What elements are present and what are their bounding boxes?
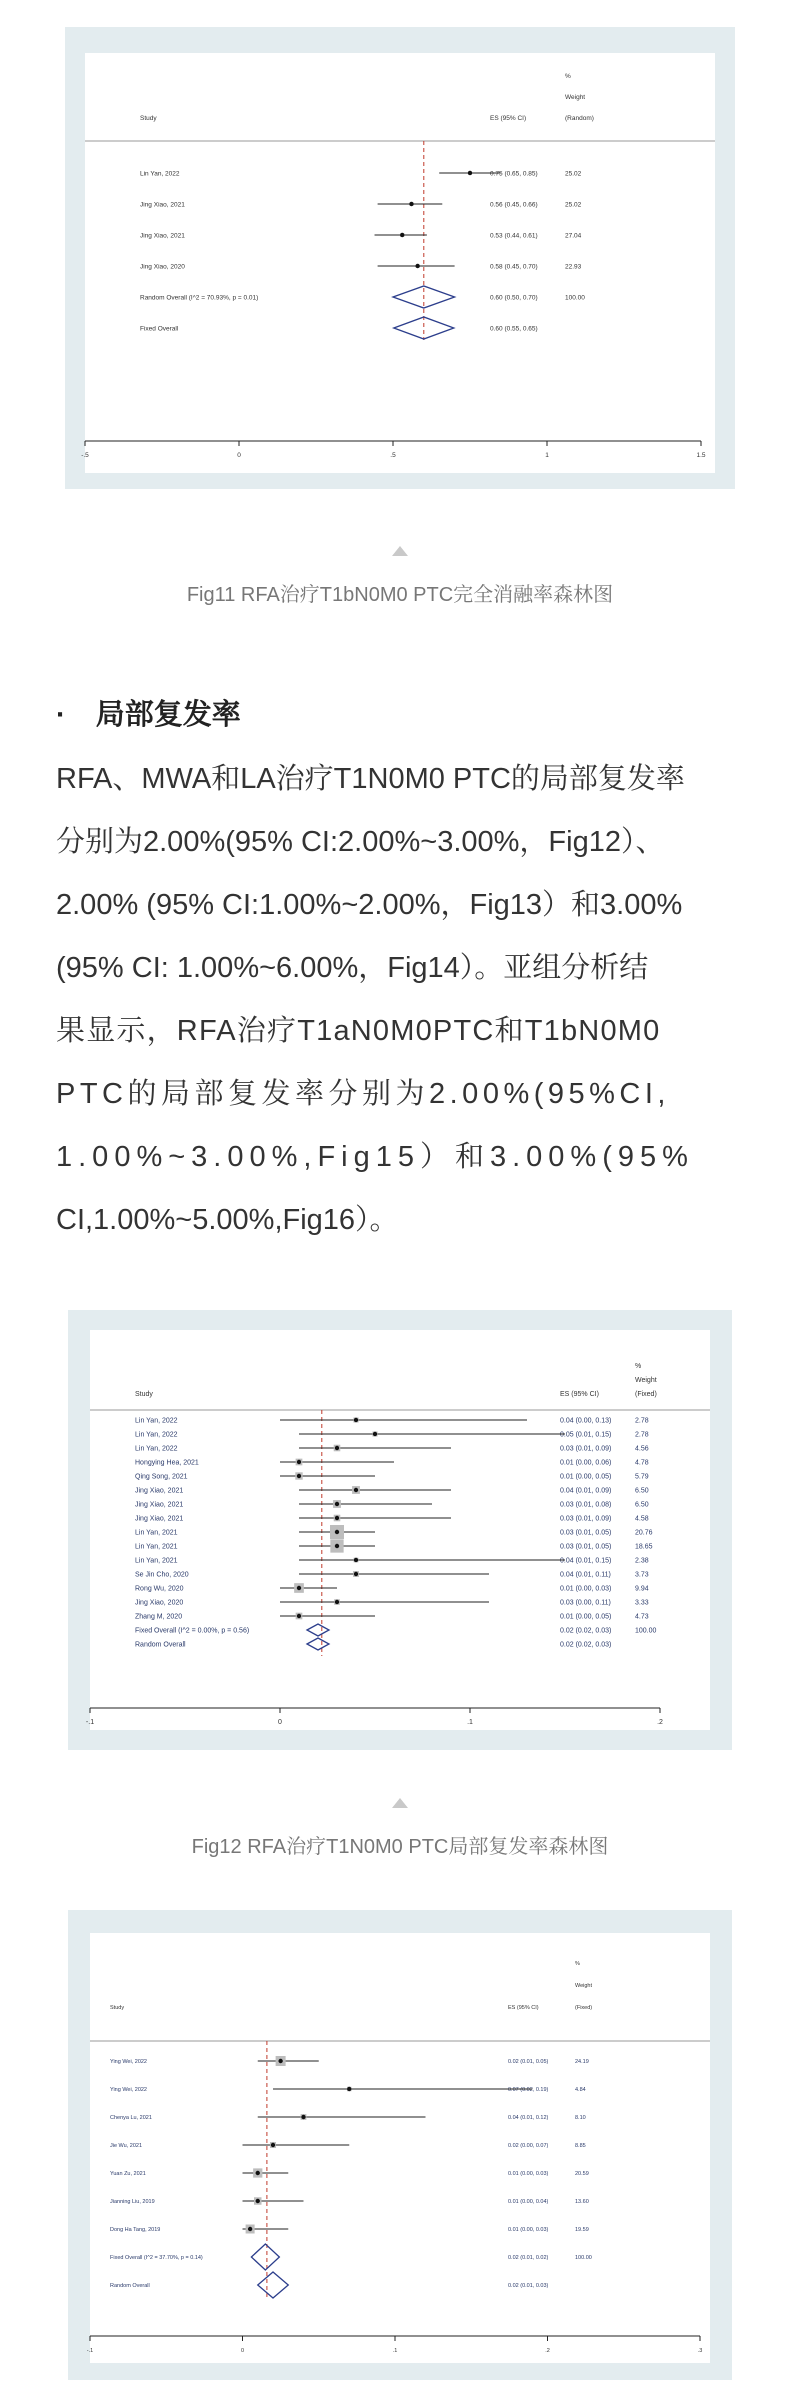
weight-label: 18.65 [635,1543,653,1551]
bullet-icon: · [56,699,66,731]
study-label: Zhang M, 2020 [135,1613,183,1621]
x-tick-label: .3 [697,2348,703,2354]
effect-size-label: 0.03 (0.01, 0.08) [560,1501,612,1509]
point-estimate [335,1516,339,1520]
effect-size-label: 0.04 (0.01, 0.12) [508,2114,549,2121]
fig12-plot-area [85,1330,710,1730]
paragraph-line: (95% CI: 1.00%~6.00%，Fig14）。亚组分析结 [56,952,649,984]
header-percent: % [565,73,571,80]
header-weight-type: (Fixed) [575,2005,593,2011]
overall-es-label: 0.02 (0.01, 0.02) [508,2254,549,2261]
study-label: Jing Xiao, 2021 [135,1487,184,1495]
point-estimate [354,1558,358,1562]
header-weight: Weight [575,1983,593,1989]
overall-label: Random Overall (I^2 = 70.93%, p = 0.01) [140,294,259,302]
point-estimate [400,233,404,237]
weight-label: 20.59 [575,2170,589,2177]
fig11-plot-area [81,53,715,473]
fig13-plot-area [86,1933,710,2363]
point-estimate [409,202,413,206]
weight-label: 24.19 [575,2058,589,2065]
x-tick-label: 0 [278,1719,282,1726]
fig13-forest-plot [86,1933,710,2363]
paragraph-line: 果显示，RFA治疗T1aN0M0PTC和T1bN0M0 [56,1015,661,1047]
study-label: Ying Wei, 2022 [110,2086,147,2093]
weight-label: 4.84 [575,2086,586,2093]
x-tick-label: .2 [545,2348,550,2354]
effect-size-label: 0.04 (0.01, 0.09) [560,1487,612,1495]
effect-size-label: 0.01 (0.00, 0.05) [560,1613,612,1621]
collapse-arrow-icon[interactable] [392,1798,408,1808]
weight-label: 6.50 [635,1487,649,1495]
overall-label: Fixed Overall (I^2 = 37.70%, p = 0.14) [110,2254,203,2261]
weight-label: 25.02 [565,201,582,209]
overall-diamond [307,1638,329,1650]
header-weight: Weight [565,94,586,101]
study-label: Lin Yan, 2021 [135,1529,178,1537]
overall-label: Random Overall [110,2282,150,2289]
weight-label: 27.04 [565,232,582,240]
effect-size-label: 0.07 (0.02, 0.19) [508,2086,549,2093]
header-weight-type: (Fixed) [635,1391,657,1398]
collapse-arrow-icon[interactable] [392,546,408,556]
effect-size-label: 0.02 (0.00, 0.07) [508,2142,549,2149]
effect-size-label: 0.03 (0.01, 0.09) [560,1515,612,1523]
section-heading-text: 局部复发率 [95,699,241,731]
study-label: Jing Xiao, 2020 [140,263,185,271]
overall-weight-label: 100.00 [565,294,585,302]
weight-label: 20.76 [635,1529,653,1537]
effect-size-label: 0.01 (0.00, 0.03) [508,2170,549,2177]
paragraph-line: 分别为2.00%(95% CI:2.00%~3.00%，Fig12）、 [56,826,665,858]
weight-label: 3.33 [635,1599,649,1607]
study-label: Ying Wei, 2022 [110,2058,147,2065]
effect-size-label: 0.03 (0.01, 0.09) [560,1445,612,1453]
study-label: Dong Ha Tang, 2019 [110,2226,161,2233]
study-label: Lin Yan, 2021 [135,1543,178,1551]
point-estimate [271,2143,275,2147]
effect-size-label: 0.53 (0.44, 0.61) [490,232,538,240]
header-percent: % [635,1363,642,1370]
point-estimate [415,264,419,268]
x-tick-label: 0 [240,2348,245,2354]
effect-size-label: 0.75 (0.65, 0.85) [490,170,538,178]
study-label: Jing Xiao, 2021 [140,232,185,240]
paragraph-line: 2.00% (95% CI:1.00%~2.00%，Fig13）和3.00% [56,889,683,921]
overall-label: Random Overall [135,1641,186,1649]
header-study: Study [110,2005,125,2011]
point-estimate [297,1474,301,1478]
header-study: Study [140,115,157,122]
point-estimate [335,1530,339,1534]
header-es: ES (95% CI) [508,2005,539,2011]
overall-diamond [258,2272,289,2298]
header-es: ES (95% CI) [490,115,527,122]
fig11-forest-plot [81,53,715,473]
study-label: Jing Xiao, 2020 [135,1599,184,1607]
paragraph-line: 1.00%~3.00%,Fig15）和3.00%(95% [56,1141,694,1173]
overall-es-label: 0.60 (0.55, 0.65) [490,325,538,333]
effect-size-label: 0.04 (0.01, 0.15) [560,1557,612,1565]
study-label: Lin Yan, 2022 [135,1445,178,1453]
effect-size-label: 0.01 (0.00, 0.03) [508,2226,549,2233]
effect-size-label: 0.02 (0.01, 0.05) [508,2058,549,2065]
weight-label: 2.38 [635,1557,649,1565]
paragraph-line: RFA、MWA和LA治疗T1N0M0 PTC的局部复发率 [56,763,685,795]
point-estimate [248,2227,252,2231]
study-label: Lin Yan, 2022 [135,1417,178,1425]
point-estimate [297,1614,301,1618]
study-label: Qing Song, 2021 [135,1473,188,1481]
x-tick-label: -.5 [81,452,89,459]
weight-label: 8.85 [575,2142,586,2149]
weight-label: 22.93 [565,263,582,271]
x-tick-label: -.1 [86,2348,94,2354]
x-tick-label: 0 [237,452,241,459]
study-label: Hongying Hea, 2021 [135,1459,199,1467]
study-label: Jie Wu, 2021 [110,2142,143,2149]
header-weight-type: (Random) [565,115,594,122]
point-estimate [335,1600,339,1604]
point-estimate [297,1586,301,1590]
effect-size-label: 0.01 (0.00, 0.04) [508,2198,549,2205]
paragraph-line: PTC的局部复发率分别为2.00%(95%CI, [56,1078,670,1110]
effect-size-label: 0.04 (0.00, 0.13) [560,1417,612,1425]
study-label: Jianning Liu, 2019 [110,2198,155,2205]
point-estimate [335,1502,339,1506]
point-estimate [354,1488,358,1492]
effect-size-label: 0.03 (0.00, 0.11) [560,1599,611,1607]
overall-label: Fixed Overall [140,325,179,333]
effect-size-label: 0.01 (0.00, 0.06) [560,1459,612,1467]
weight-label: 4.56 [635,1445,649,1453]
effect-size-label: 0.03 (0.01, 0.05) [560,1529,612,1537]
point-estimate [297,1460,301,1464]
weight-label: 6.50 [635,1501,649,1509]
point-estimate [301,2115,305,2119]
point-estimate [256,2171,260,2175]
effect-size-label: 0.05 (0.01, 0.15) [560,1431,612,1439]
effect-size-label: 0.04 (0.01, 0.11) [560,1571,611,1579]
header-study: Study [135,1391,153,1398]
weight-label: 13.60 [575,2198,589,2205]
weight-label: 4.58 [635,1515,649,1523]
weight-label: 8.10 [575,2114,586,2121]
effect-size-label: 0.01 (0.00, 0.05) [560,1473,612,1481]
x-tick-label: -.1 [85,1719,95,1726]
fig12-forest-plot [85,1330,710,1730]
study-label: Jing Xiao, 2021 [135,1515,184,1523]
overall-es-label: 0.02 (0.01, 0.03) [508,2282,549,2289]
study-label: Lin Yan, 2022 [140,170,180,178]
x-tick-label: 1.5 [696,452,706,459]
effect-size-label: 0.56 (0.45, 0.66) [490,201,538,209]
study-label: Jing Xiao, 2021 [140,201,185,209]
x-tick-label: .1 [467,1719,473,1726]
study-label: Se Jin Cho, 2020 [135,1571,189,1579]
study-label: Jing Xiao, 2021 [135,1501,184,1509]
weight-label: 2.78 [635,1431,649,1439]
header-weight: Weight [635,1377,657,1384]
overall-diamond [307,1624,329,1636]
study-label: Rong Wu, 2020 [135,1585,184,1593]
overall-es-label: 0.02 (0.02, 0.03) [560,1641,612,1649]
point-estimate [373,1432,377,1436]
point-estimate [354,1418,358,1422]
header-percent: % [575,1961,580,1967]
weight-label: 3.73 [635,1571,649,1579]
point-estimate [256,2199,260,2203]
overall-diamond [251,2244,279,2270]
weight-label: 5.79 [635,1473,649,1481]
point-estimate [354,1572,358,1576]
weight-label: 9.94 [635,1585,649,1593]
overall-es-label: 0.02 (0.02, 0.03) [560,1627,612,1635]
x-tick-label: .1 [392,2348,398,2354]
effect-size-label: 0.03 (0.01, 0.05) [560,1543,612,1551]
overall-weight-label: 100.00 [575,2254,592,2261]
x-tick-label: .5 [390,452,396,459]
x-tick-label: 1 [545,452,549,459]
weight-label: 4.73 [635,1613,649,1621]
section-heading [56,692,241,733]
x-tick-label: .2 [657,1719,663,1726]
study-label: Chenya Lu, 2021 [110,2114,152,2121]
effect-size-label: 0.58 (0.45, 0.70) [490,263,538,271]
weight-label: 4.78 [635,1459,649,1467]
fig11-caption: Fig11 RFA治疗T1bN0M0 PTC完全消融率森林图 [186,584,614,606]
overall-label: Fixed Overall (I^2 = 0.00%, p = 0.56) [135,1627,250,1635]
overall-es-label: 0.60 (0.50, 0.70) [490,294,538,302]
study-label: Yuan Zu, 2021 [110,2170,146,2177]
point-estimate [335,1544,339,1548]
overall-weight-label: 100.00 [635,1627,657,1635]
weight-label: 19.59 [575,2226,589,2233]
weight-label: 25.02 [565,170,582,178]
point-estimate [468,171,472,175]
effect-size-label: 0.01 (0.00, 0.03) [560,1585,612,1593]
point-estimate [335,1446,339,1450]
point-estimate [347,2087,351,2091]
paragraph-line: CI,1.00%~5.00%,Fig16）。 [56,1204,399,1236]
overall-diamond [394,317,454,339]
section-paragraph [56,748,744,1252]
point-estimate [278,2059,282,2063]
fig12-caption: Fig12 RFA治疗T1N0M0 PTC局部复发率森林图 [191,1836,609,1858]
study-label: Lin Yan, 2021 [135,1557,178,1565]
study-label: Lin Yan, 2022 [135,1431,178,1439]
weight-label: 2.78 [635,1417,649,1425]
header-es: ES (95% CI) [560,1391,599,1398]
